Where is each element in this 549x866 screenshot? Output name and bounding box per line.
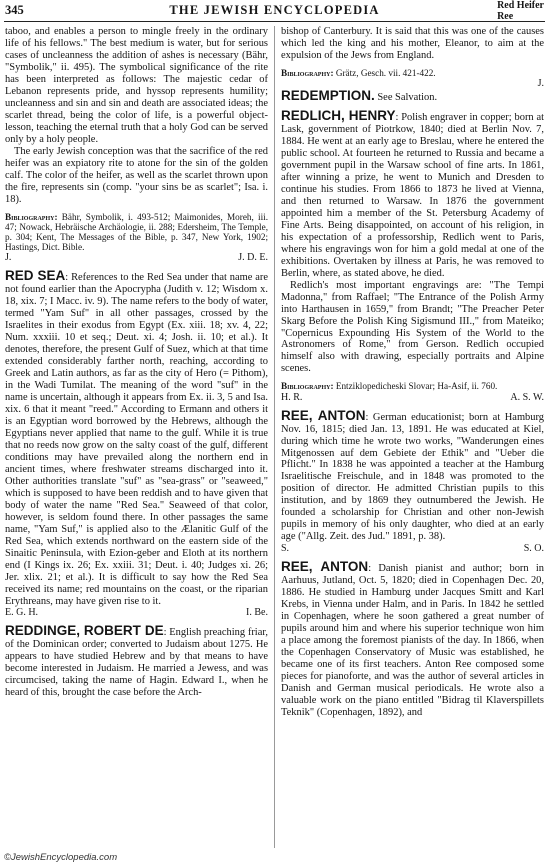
- heifer-paragraph: taboo, and enables a person to mingle freely in the ordinary life of his fellows." The best medium is water, but for serious cases of uncleanness the addition of ashes is necessary (Bähr, "Symbolik," ii. 495). The symbolical significance of the rite has been interpreted as follows: The majestic cedar of Lebanon represents pride, and hyssop represents humility; uncleanness and sin and sin and death are associated ideas; the scarlet thread, being the color of life, is a powerful object-lesson, teaching the eternal truth that a holy God can be served only by a holy people.: [5, 26, 268, 145]
- bibliography-label: Bibliography:: [5, 211, 58, 222]
- reddinge-continued: bishop of Canterbury. It is said that this was one of the causes which led the king and his mother, Eleanor, to aim at the expulsion of the Jews from England.: [281, 26, 544, 61]
- entry-redemption: [281, 90, 544, 104]
- page-header: [0, 0, 549, 26]
- author-signature: E. G. H. I. Be.: [5, 607, 268, 619]
- entry-ree-anton-danish: [281, 561, 544, 719]
- entry-text: : Danish pianist and author; born in Aarhuus, Jutland, Oct. 5, 1820; died in Copenhagen Dec. 20, 1886. He studied in Hamburg under Jacques Smitt and Karl Krebs, in Vienna under Halm, and in Paris. In 1842 he settled in Copenhagen, where he soon gathered a great number of pupils around him and where his superior technique won him a place among the foremost pianists of the day. In 1866, when the Copenhagen Conservatory of Music was established, he became one of its first teachers. Anton Ree composed some pieces for pianoforte, and was the author of several articles in Danish and German musical periodicals. He wrote also a valuable work on the piano entitled "Bidrag til Klaverspillets Teknik" (Copenhagen, 1892), and: [281, 563, 545, 718]
- author-signature: H. R. A. S. W.: [281, 391, 544, 403]
- left-column: [5, 26, 268, 699]
- entry-title: REDDINGE, ROBERT DE: [5, 623, 164, 639]
- entry-title: REDEMPTION.: [281, 88, 375, 104]
- entry-paragraph: Redlich's most important engravings are: "The Tempi Madonna," from Raffael; "The Entrance of the Polish Army into Harthausen in 1659," from Brandt; "The Preacher Peter Skarg Before the Polish King Sigismund III.," from Mateiko; "Copernicus Expounding His System of the World to the Astronomers of Rome," from Gerson. Redlich occupied himself also with drawing, especially portraits and Alpine scenes.: [281, 279, 544, 375]
- entry-red-sea: [5, 270, 268, 607]
- bibliography-text: Entziklopedicheski Slovar; Ha-Asif, ii. 760.: [335, 381, 498, 392]
- column-divider: [274, 26, 275, 848]
- cross-reference: See Salvation.: [377, 92, 438, 104]
- author-signature: J. J. D. E.: [5, 252, 268, 264]
- heifer-paragraph: The early Jewish conception was that the sacrifice of the red heifer was an expiatory rite to atone for the sin of the golden calf. The color of the heifer, as well as the scarlet thrown upon the fire, represents sin (comp. "your sins be as scarlet"; Isa. i. 18).: [5, 145, 268, 205]
- entry-ree-anton-german: [281, 407, 545, 544]
- author-signature: J.: [537, 78, 544, 90]
- bibliography: [281, 68, 544, 78]
- entry-text: : German educationist; born at Hamburg Nov. 16, 1815; died Jan. 13, 1891. He was educated at Kiel, during which time he wrote two works, "Wanderungen eines Mitgenossen auf dem Gebiete der Ethik" and "Ueber die Pflicht." In 1838 he was appointed a teacher at the Hamburg Israelitische Freischule, and in 1848 was promoted to the position of director. He admitted Christian pupils to this institution, and by 1869 they outnumbered the Jewish. He founded a scholarship for Christian and other non-Jewish pupils in memory of his only daughter, who died at an early age ("Allg. Zeit. des Jud." 1891, p. 38).: [281, 411, 545, 543]
- entry-title: REDLICH, HENRY: [281, 108, 396, 124]
- author-signature: S. S. O.: [281, 543, 544, 555]
- running-title: THE JEWISH ENCYCLOPEDIA: [169, 3, 380, 17]
- entry-text: : References to the Red Sea under that name are not found earlier than the Apocrypha (Judith v. 12; Wisdom x. 18, xix. 7; I Macc. iv. 9). The name refers to the body of water, termed "Yam Suf" in all other passages, crossed by the Israelites in their exodus from Egypt (Ex. xiii. 18; xv. 4, 22; Num. xxxiii. 10 et seq.; Deut. xi. 4; Josh. ii. 10; et al.). It denotes, therefore, the present Gulf of Suez, which at that time extended considerably farther north, reaching, according to Greek and Latin authors, as far as the city of Hero (= Pithom), in the Wadi Tumilat. The meaning of the word "suf" in the name is uncertain, although it appears from Ex. ii. 3, 5 and Isa. xix. 6 that it meant "reed." According to Ermann and others it is an Egyptian word borrowed by the Hebrews, although the Egyptians never applied that name to the gulf. While it is true that no reeds now grow on the salty coast of the gulf, different conditions may have prevailed along the northern end in ancient times, where freshwater streams discharged into it. Other authorities translate "suf" as "sea-grass" or "seaweed," which is supposed to have been reddish and to have given that body of water the name "Red Sea." Seaweed of that color, however, is seldom found there. In other passages the same name, "Yam Suf," is applied also to the Ælanitic Gulf of the Red Sea, which extends northward on the eastern side of the Sinaitic Peninsula, with Ezion-geber and Eloth at its northern end (I Kings ix. 26; Ex. xxiii. 31; Deut. i. 40; Judges xi. 26; Jer. xlix. 21; et al.). It is difficult to say how the Red Sea received its name; red mountains on the coast, or the riparian Erythreans, may have given rise to it.: [5, 272, 268, 607]
- entry-text: : Polish engraver in copper; born at Lask, government of Piotrkow, 1840; died at Berlin Nov. 7, 1884. He went at an early age to Breslau, where he entered the public school. At fourteen he returned to Russia and became a government pupil in the Warsaw school of fine arts. In 1861, after winning a prize, he went to Munich and Dresden to continue his studies. From 1866 to 1873 he lived at Vienna, and then returned to Warsaw. In 1876 the government appointed him a member of the St. Petersburg Academy of Fine Arts. Being disappointed, on account of his religion, in his expectation of a professorship, Redlich went to Paris, where his engravings won for him a gold medal at one of the exhibitions. Overtaken by illness at Paris, he was removed to Berlin, where, as stated above, he died.: [281, 112, 544, 279]
- entry-title: REE, ANTON: [281, 407, 366, 423]
- bibliography-label: Bibliography:: [281, 381, 334, 392]
- entry-text: : English preaching friar, of the Dominican order; converted to Judaism about 1275. He appears to have studied Hebrew and by that means to have become interested in Judaism. He married a Jewess, and was circumcised, taking the name of Hagin. Edward I., when he heard of this, brought the case before the Arch-: [5, 627, 269, 699]
- guide-words: [497, 1, 544, 22]
- page-number: 345: [5, 3, 24, 17]
- guide-word-top: Red Heifer: [497, 0, 544, 11]
- bibliography-label: Bibliography:: [281, 67, 334, 78]
- header-rule: [4, 21, 545, 22]
- entry-title: RED SEA: [5, 268, 66, 284]
- bibliography-text: Bähr, Symbolik, i. 493-512; Maimonides, Moreh, iii. 47; Nowack, Hebräische Archäologie, ii. 288; Edersheim, The Temple, p. 304; Kent, The Messages of the Bible, p. 347, New York, 1902; Hastings, Dict. Bible.: [5, 211, 268, 253]
- bibliography: [281, 381, 544, 391]
- entry-title: REE, ANTON: [281, 559, 369, 575]
- bibliography: [5, 212, 268, 253]
- entry-reddinge: [5, 625, 268, 699]
- bibliography-text: Grätz, Gesch. vii. 421-422.: [335, 67, 436, 78]
- source-watermark: ©JewishEncyclopedia.com: [4, 852, 118, 863]
- entry-redlich: [281, 110, 544, 280]
- guide-word-bottom: Ree: [497, 10, 514, 22]
- right-column: [281, 26, 544, 719]
